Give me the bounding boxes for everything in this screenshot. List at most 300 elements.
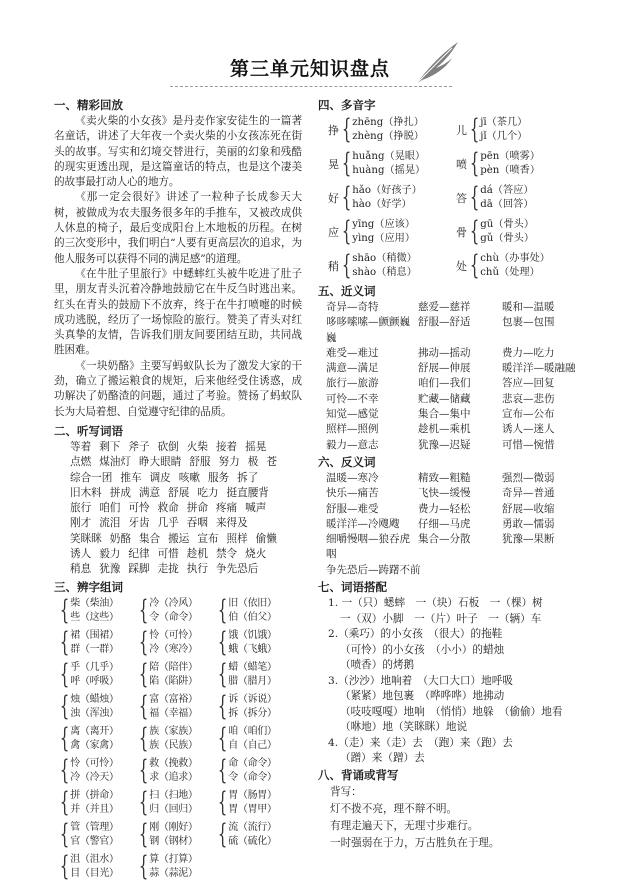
char-pair-word: 令（命令） (149, 611, 198, 623)
brace-icon: { (59, 850, 70, 882)
polyphone-char: 应 (328, 226, 339, 239)
char-pair-lines (70, 693, 119, 721)
char-pair-word: 怜（可怜） (70, 757, 119, 769)
dictation-row (54, 455, 302, 470)
antonym-pair: 奇异—普通 (502, 487, 555, 500)
antonym-pair: 细嚼慢咽—狼吞虎咽 (326, 533, 410, 561)
char-pair-lines (70, 853, 119, 881)
dictation-word: 斧子 (128, 440, 150, 453)
char-pair-lines (228, 661, 277, 689)
section-heading-synonyms: 五、近义词 (318, 284, 376, 298)
char-pair (59, 818, 139, 850)
char-pair-word: 拆（拆分） (228, 707, 277, 719)
polyphone-char: 晃 (328, 158, 339, 171)
synonym-pair: 暖和—温暖 (502, 301, 555, 313)
antonym-pair: 暖洋洋—冷飕飕 (326, 517, 400, 530)
recite-line: 一时强弱在于力，万古胜负在于理。 (330, 836, 500, 849)
dictation-word: 极 (247, 456, 259, 469)
char-pair (217, 754, 297, 786)
dictation-word: 拆了 (237, 471, 259, 484)
polyphone-char: 儿 (456, 124, 467, 137)
dictation-word: 可怜 (128, 502, 150, 515)
collocation-line: 一（双）小脚 一（片）叶子 一（辆）车 (340, 612, 542, 625)
antonym-pair: 集合—分散 (418, 533, 471, 546)
polyphone-char: 好 (328, 192, 339, 205)
synonym-pair: 贮藏—储藏 (418, 392, 471, 405)
collocation-line: 2.（乘巧）的小女孩 （很大）的拖鞋 (328, 628, 503, 641)
brace-icon: { (59, 722, 70, 754)
collocation-line: （可怜）的小女孩 （小小）的蜡烛 (340, 643, 505, 656)
char-pair-word: 救（挽救） (149, 757, 198, 769)
dictation-word: 几乎 (157, 517, 179, 530)
char-pair-word: 扫（扫地） (149, 789, 198, 801)
polyphone-reading: hǎo（好孩子） (352, 185, 422, 196)
char-pair-lines (70, 661, 119, 689)
polyphone-item (456, 252, 584, 280)
section-heading-collocation: 七、词语搭配 (318, 580, 387, 595)
dictation-word: 纪律 (128, 548, 150, 561)
synonym-pair: 舒展—伸展 (418, 362, 471, 375)
brace-icon: { (59, 690, 70, 722)
char-pair-word: 冷（冷风） (149, 597, 198, 609)
brace-icon: { (59, 754, 70, 786)
char-pair (217, 626, 297, 658)
char-pair (59, 690, 139, 722)
dictation-word: 服务 (207, 471, 230, 484)
dictation-row (54, 501, 302, 516)
antonym-pair: 舒服—难受 (326, 502, 379, 515)
antonym-pair: 争先恐后—踌躇不前 (326, 563, 421, 576)
char-pair-word: 硫（硫化） (228, 835, 277, 847)
brace-icon: { (341, 250, 352, 281)
char-pair-word: 些（这些） (70, 611, 119, 623)
dictation-row (54, 562, 302, 577)
char-pair-word: 自（自己） (228, 739, 277, 751)
dictation-word: 稍息 (70, 563, 92, 576)
char-pair-word: 钢（钢材） (149, 835, 198, 847)
brace-icon: { (138, 690, 149, 722)
dictation-word: 偷懒 (255, 532, 277, 545)
dictation-row (54, 471, 302, 486)
dictation-word: 诱人 (70, 548, 92, 561)
dictation-row (54, 532, 302, 547)
polyphone-reading: shào（稍息） (352, 267, 417, 278)
dictation-word: 努力 (218, 456, 240, 469)
char-pair-word: 禽（家禽） (70, 739, 119, 751)
char-pair-word: 腊（腊月） (228, 675, 277, 687)
char-pair-word: 饿（饥饿） (228, 629, 277, 641)
dictation-word: 笑眯眯 (70, 532, 102, 545)
synonym-pair: 可惜—惋惜 (502, 438, 555, 451)
review-paragraph: 《卖火柴的小女孩》是丹麦作家安徒生的一篇著名童话，讲述了大年夜一个卖火柴的小女孩冻死在街头的故事。写实和幻境交替进行，美丽的幻象和残酷的现实更透出现，是这篇童话的特点，也是这个凄美的故事最打动人心的地方。 (54, 115, 302, 189)
char-pair-lines (149, 789, 198, 817)
char-pair-word: 胃（肠胃） (228, 789, 277, 801)
char-pair-lines (228, 693, 277, 721)
char-pair-lines (228, 597, 277, 625)
collocation-line: （紧紧）地包裹 （哗哗哗）地拂动 (340, 690, 505, 703)
polyphone-reading: pèn（喷香） (480, 165, 541, 176)
polyphone-readings (480, 184, 533, 212)
antonym-pair: 勇敢—懦弱 (502, 517, 555, 530)
dictation-word: 苍 (266, 456, 277, 469)
brace-icon: { (217, 818, 228, 850)
char-pair-word: 咱（咱们） (228, 725, 277, 737)
polyphone-readings (352, 116, 424, 144)
polyphone-reading: dā（回答） (480, 199, 534, 210)
synonym-list (326, 300, 580, 453)
dictation-word: 接着 (215, 440, 238, 453)
antonym-pair: 仔细—马虎 (418, 517, 471, 530)
brace-icon: { (217, 690, 228, 722)
char-pair-lines (149, 853, 198, 881)
char-pair-word: 沮（沮水） (70, 853, 119, 865)
dictation-row (54, 547, 302, 562)
dictation-word: 满意 (138, 486, 161, 499)
antonym-list (326, 471, 580, 578)
polyphone-item (328, 252, 456, 280)
char-pair (217, 658, 297, 690)
polyphone-char: 答 (456, 192, 467, 205)
left-column (54, 96, 302, 881)
char-pair (138, 626, 218, 658)
dictation-word: 奶酪 (109, 532, 131, 545)
brace-icon: { (138, 818, 149, 850)
synonym-pair: 费力—吃力 (502, 346, 555, 359)
brace-icon: { (341, 114, 352, 145)
dictation-word: 踩脚 (128, 563, 150, 576)
synonym-pair: 悲哀—悲伤 (502, 392, 555, 405)
polyphone-reading: dá（答应） (480, 185, 534, 196)
dictation-row (54, 440, 302, 455)
polyphone-readings (480, 218, 534, 246)
char-pair-lines (228, 725, 277, 753)
dictation-word: 搬运 (168, 532, 190, 545)
char-pair-word: 福（幸福） (149, 707, 198, 719)
dictation-word: 挺直腰背 (226, 486, 269, 499)
polyphone-readings (352, 150, 425, 178)
char-pair-lines (228, 821, 277, 849)
antonym-pair: 飞快—缓慢 (418, 487, 471, 500)
polyphone-item (456, 116, 584, 144)
polyphone-readings (480, 252, 550, 280)
dictation-word: 喊声 (245, 502, 267, 515)
polyphone-char: 骨 (456, 226, 467, 239)
review-paragraph: 《一块奶酪》主要写蚂蚁队长为了激发大家的干劲，确立了搬运粮食的规矩，后来他经受住诱惑，成功解决了奶酪渣的问题，通过了考验。赞扬了蚂蚁队长为大局着想、自觉遵守纪律的品质。 (54, 359, 302, 418)
antonym-pair: 费力—轻松 (418, 502, 471, 515)
dictation-word: 拼命 (186, 502, 208, 515)
synonym-pair: 集合—集中 (418, 408, 471, 421)
char-pair (217, 690, 297, 722)
char-pair-word: 族（民族） (149, 739, 198, 751)
char-pair (59, 722, 139, 754)
dictation-word: 调皮 (149, 471, 171, 484)
brace-icon: { (217, 626, 228, 658)
char-pair-word: 烛（蜡烛） (70, 693, 119, 705)
dictation-word: 推车 (120, 471, 142, 484)
review-paragraph: 《那一定会很好》讲述了一粒种子长成参天大树，被做成为农夫服务很多年的手推车，又被改成供人休息的椅子，最后变成阳台上木地板的历程。在树的三次变形中，我们明白“人要有更高层次的追求，为他人服务可以获得不同的满足感”的道理。 (54, 191, 302, 265)
antonym-pair: 强烈—微弱 (502, 471, 555, 484)
char-pair-word: 令（命令） (228, 771, 277, 783)
char-pair (138, 754, 218, 786)
brace-icon: { (138, 658, 149, 690)
synonym-pair: 拂动—摇动 (418, 346, 471, 359)
char-pair-word: 蜡（蜡笔） (228, 661, 277, 673)
polyphone-readings (352, 218, 415, 246)
char-pair (138, 786, 218, 818)
char-pair-word: 蛾（飞蛾） (228, 643, 277, 655)
synonym-pair: 哆哆嗦嗦—颤颤巍巍 (326, 316, 410, 344)
char-pair-word: 管（管理） (70, 821, 119, 833)
polyphone-reading: yìng（应用） (352, 233, 416, 244)
dictation-row (54, 516, 302, 531)
synonym-pair: 满意—满足 (326, 362, 379, 375)
title-divider (170, 86, 452, 87)
polyphone-item (456, 150, 584, 178)
char-pair (138, 850, 218, 882)
char-pair-lines (228, 789, 277, 817)
char-pair (138, 722, 218, 754)
char-pair (59, 594, 139, 626)
brace-icon: { (341, 216, 352, 247)
brace-icon: { (217, 722, 228, 754)
dictation-word: 舒展 (168, 486, 190, 499)
dictation-word: 旅行 (70, 502, 92, 515)
recite-list (330, 784, 580, 852)
brace-icon: { (138, 754, 149, 786)
synonym-pair: 咱们—我们 (418, 377, 471, 390)
char-pair-word: 诉（诉说） (228, 693, 277, 705)
char-pair (217, 594, 297, 626)
polyphone-reading: jǐ（几个） (480, 131, 528, 142)
synonym-pair: 答应—回复 (502, 377, 555, 390)
polyphone-readings (352, 252, 417, 280)
char-pair-lines (70, 821, 119, 849)
synonym-pair: 知觉—感觉 (326, 408, 379, 421)
dictation-word: 疼痛 (215, 502, 238, 515)
brace-icon: { (59, 658, 70, 690)
dictation-word: 流泪 (99, 517, 121, 530)
brace-icon: { (469, 216, 480, 247)
char-pair (217, 722, 297, 754)
char-pair-word: 刚（刚好） (149, 821, 198, 833)
char-pair-word: 怜（可怜） (149, 629, 198, 641)
char-pair (138, 818, 218, 850)
char-pair (59, 754, 139, 786)
dictation-word: 点燃 (70, 456, 92, 469)
polyphone-item (456, 184, 584, 212)
brace-icon: { (217, 786, 228, 818)
char-pair-word: 流（流行） (228, 821, 277, 833)
polyphone-char: 处 (456, 260, 467, 273)
char-pair-word: 归（回归） (149, 803, 198, 815)
review-paragraph: 《在牛肚子里旅行》中蟋蟀红头被牛吃进了肚子里，朋友青头沉着冷静地鼓励它在牛反刍时逃出来。红头在青头的鼓励下不放弃，终于在牛打喷嚏的时候成功逃脱，经历了一场惊险的旅行。赞美了青头对红头真挚的友情，告诉我们朋友间要团结互助，共同战胜困难。 (54, 267, 302, 357)
polyphone-char: 喷 (456, 158, 467, 171)
synonym-pair: 诱人—迷人 (502, 423, 555, 436)
brace-icon: { (341, 182, 352, 213)
dictation-word-list (54, 440, 302, 578)
char-pair-lines (149, 597, 198, 625)
section-heading-antonyms: 六、反义词 (318, 454, 376, 469)
char-pair (217, 818, 297, 850)
brace-icon: { (217, 594, 228, 626)
dictation-word: 宣布 (197, 532, 219, 545)
synonym-pair: 奇异—奇特 (326, 301, 379, 313)
synonym-pair: 犹豫—迟疑 (418, 438, 471, 451)
char-pair-word: 并（并且） (70, 803, 119, 815)
char-pair-word: 柴（柴油） (70, 597, 119, 609)
polyphone-reading: gǔ（骨头） (480, 233, 535, 244)
brace-icon: { (59, 786, 70, 818)
dictation-word: 旧木料 (70, 486, 102, 499)
polyphone-readings (480, 150, 540, 178)
synonym-pair: 暖洋洋—暖融融 (502, 362, 576, 375)
char-pair-word: 陷（陷阱） (149, 675, 198, 687)
polyphone-item (328, 116, 456, 144)
brace-icon: { (138, 786, 149, 818)
char-pair-word: 命（命令） (228, 757, 277, 769)
polyphone-char: 稍 (328, 260, 339, 273)
dictation-word: 咳嗽 (178, 471, 200, 484)
brace-icon: { (138, 626, 149, 658)
char-pair (59, 786, 139, 818)
char-pair-lines (149, 821, 198, 849)
char-pair-word: 伯（伯父） (228, 611, 277, 623)
polyphone-reading: yīng（应该） (352, 219, 416, 230)
dictation-word: 综合一团 (70, 471, 113, 484)
polyphone-reading: huàng（摇晃） (352, 165, 426, 176)
recite-line: 有理走遍天下，无理寸步难行。 (330, 819, 479, 832)
polyphone-grid (328, 116, 580, 280)
char-pair-word: 乎（几乎） (70, 661, 119, 673)
char-pair-word: 离（离开） (70, 725, 119, 737)
char-pair-word: 群（一群） (70, 643, 119, 655)
synonym-pair: 毅力—意志 (326, 438, 379, 451)
dictation-word: 照样 (226, 532, 248, 545)
brace-icon: { (59, 818, 70, 850)
char-pair-lines (228, 629, 277, 657)
dictation-word: 犹豫 (99, 563, 121, 576)
char-pair-lines (70, 725, 119, 753)
char-pair (138, 658, 218, 690)
dictation-word: 禁令 (215, 548, 238, 561)
char-pair-word: 官（警官） (70, 835, 119, 847)
char-pair-lines (149, 629, 198, 657)
dictation-row (54, 486, 302, 501)
dictation-word: 吃力 (197, 486, 219, 499)
antonym-pair: 舒展—收缩 (502, 502, 555, 515)
char-pair (59, 658, 139, 690)
brace-icon: { (469, 250, 480, 281)
synonym-pair: 包裹—包围 (502, 316, 555, 329)
dictation-word: 刚才 (70, 517, 92, 530)
char-pair-lines (70, 597, 119, 625)
polyphone-reading: zhèng（挣脱） (352, 131, 424, 142)
char-pairs-grid (59, 594, 302, 882)
dictation-word: 摇晃 (245, 440, 267, 453)
dictation-word: 牙齿 (128, 517, 150, 530)
collocation-line: 1. 一（只）蟋蟀 一（块）石板 一（棵）树 (328, 597, 543, 610)
char-pair-word: 裙（围裙） (70, 629, 119, 641)
char-pair-lines (149, 693, 198, 721)
polyphone-readings (352, 184, 422, 212)
char-pair (138, 690, 218, 722)
dictation-word: 执行 (186, 563, 208, 576)
char-pair (217, 786, 297, 818)
polyphone-reading: hào（好学） (352, 199, 412, 210)
page-title: 第三单元知识盘点 (229, 58, 390, 80)
synonym-pair: 舒服—舒适 (418, 316, 471, 329)
polyphone-reading: huǎng（晃眼） (352, 151, 426, 162)
section-heading-dictation: 二、听写词语 (54, 423, 123, 438)
antonym-pair: 精致—粗糙 (418, 471, 471, 484)
dictation-word: 趁机 (186, 548, 208, 561)
section-heading-polyphones: 四、多音字 (318, 98, 376, 112)
brace-icon: { (341, 148, 352, 179)
dictation-word: 争先恐后 (215, 563, 259, 576)
polyphone-item (328, 150, 456, 178)
dictation-word: 睁大眼睛 (138, 456, 182, 469)
char-pair-lines (149, 725, 198, 753)
dictation-word: 可惜 (157, 548, 179, 561)
dictation-word: 集合 (138, 532, 161, 545)
dictation-word: 拼成 (109, 486, 131, 499)
polyphone-readings (480, 116, 527, 144)
char-pair-word: 算（打算） (149, 853, 198, 865)
dictation-word: 舒服 (189, 456, 211, 469)
char-pair-lines (149, 661, 198, 689)
char-pair-lines (70, 789, 119, 817)
char-pair-word: 拼（拼命） (70, 789, 119, 801)
recite-line: 灯不拨不亮，理不辩不明。 (330, 802, 458, 815)
feather-quill-icon (412, 38, 462, 86)
synonym-pair: 难受—难过 (326, 346, 379, 359)
synonym-pair: 旅行—旅游 (326, 377, 379, 390)
dictation-word: 来得及 (215, 517, 248, 530)
char-pair (59, 850, 139, 882)
brace-icon: { (138, 722, 149, 754)
brace-icon: { (59, 594, 70, 626)
dictation-word: 烧火 (245, 548, 267, 561)
char-pair-word: 冷（冷天） (70, 771, 119, 783)
char-pair-lines (70, 757, 119, 785)
char-pair-word: 求（追求） (149, 771, 198, 783)
collocation-line: （蹭）来（蹭）去 (340, 752, 425, 765)
polyphone-reading: zhēng（挣扎） (352, 117, 424, 128)
collocation-line: （咻地）地（笑眯眯）地说 (340, 721, 468, 734)
antonym-pair: 温暖—寒冷 (326, 471, 379, 484)
char-pair-lines (149, 757, 198, 785)
recite-line: 背写： (330, 785, 362, 798)
dictation-word: 咱们 (99, 502, 121, 515)
char-pair-lines (228, 757, 277, 785)
section-heading-recite: 八、背诵或背写 (318, 767, 399, 782)
polyphone-char: 挣 (328, 124, 339, 137)
polyphone-reading: shāo（稍微） (352, 253, 417, 264)
polyphone-reading: chù（办事处） (480, 253, 550, 264)
char-pair (138, 594, 218, 626)
polyphone-reading: chǔ（处理） (480, 267, 540, 278)
brace-icon: { (217, 658, 228, 690)
antonym-pair: 犹豫—果断 (502, 533, 555, 546)
polyphone-reading: jī（茶几） (480, 117, 528, 128)
collocation-line: （喷香）的烤鹅 (340, 659, 415, 672)
polyphone-reading: pēn（喷雾） (480, 151, 541, 162)
polyphone-item (328, 218, 456, 246)
char-pair-word: 富（富裕） (149, 693, 198, 705)
char-pair-word: 蒜（蒜泥） (149, 867, 198, 879)
char-pair-word: 冷（寒冷） (149, 643, 198, 655)
dictation-word: 砍倒 (157, 440, 179, 453)
